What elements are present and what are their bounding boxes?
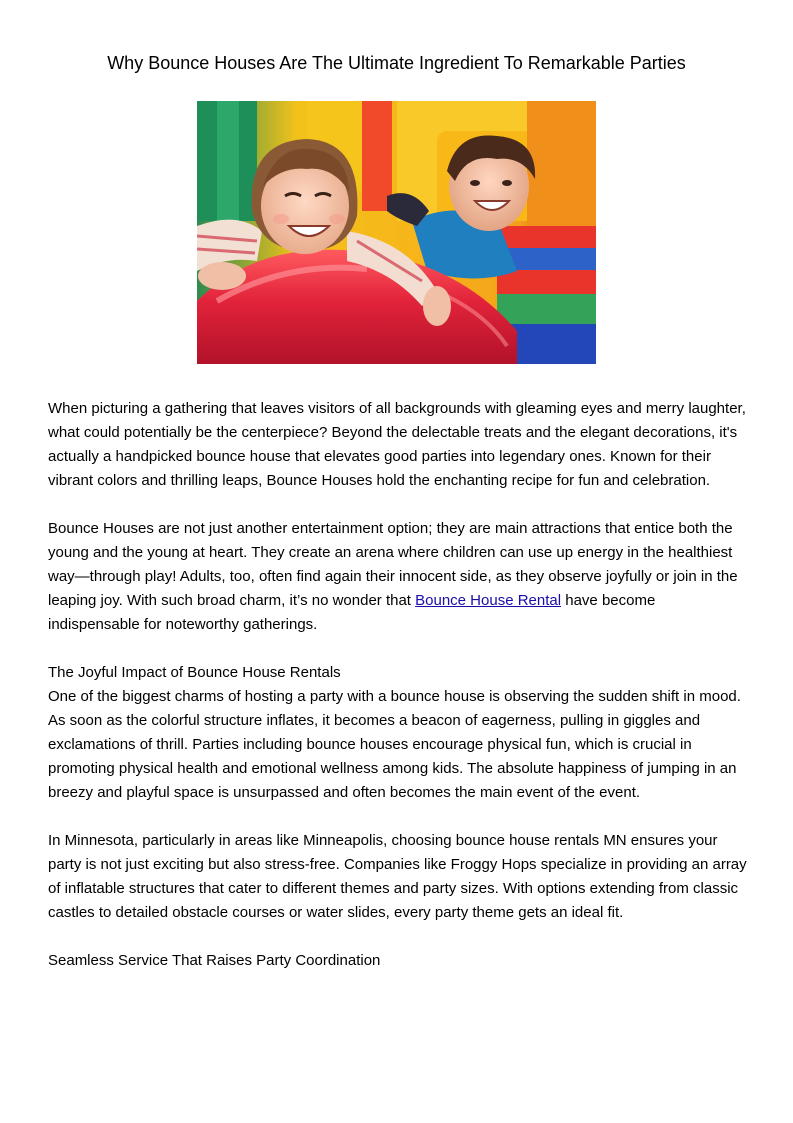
paragraph-attractions-text-before: Bounce Houses are not just another entertainment option; they are main attractions that entice both the young and the young at heart. They create an arena where children can use up energy in the healthiest way—through play! Adults, too, often find again their innocent side, as they observe joyfully or join in the leaping joy. With such broad charm, it’s no wonder that — [48, 520, 738, 609]
paragraph-intro: When picturing a gathering that leaves visitors of all backgrounds with gleaming eyes and merry laughter, what could potentially be the centerpiece? Beyond the delectable treats and the elegant decorations, it's actually a handpicked bounce house that elevates good parties into legendary ones. Known for their vibrant colors and thrilling leaps, Bounce Houses hold the enchanting recipe for fun and celebration. — [48, 400, 746, 489]
bounce-house-rental-link[interactable]: Bounce House Rental — [415, 592, 562, 609]
paragraph-attractions — [48, 517, 748, 637]
article-body — [48, 397, 748, 973]
paragraph-minnesota: In Minnesota, particularly in areas like Minneapolis, choosing bounce house rentals MN ensures your party is not just exciting but also stress-free. Companies like Froggy Hops specialize in providing an array of inflatable structures that cater to different themes and party sizes. With options extending from classic castles to detailed obstacle courses or water slides, every party theme gets an ideal fit. — [48, 832, 747, 921]
page-title: Why Bounce Houses Are The Ultimate Ingredient To Remarkable Parties — [107, 53, 686, 73]
paragraph-joyful-impact: One of the biggest charms of hosting a party with a bounce house is observing the sudden shift in mood. As soon as the colorful structure inflates, it becomes a beacon of eagerness, pulling in giggles and exclamations of thrill. Parties including bounce houses encourage physical fun, which is crucial in promoting physical health and emotional wellness among kids. The absolute happiness of jumping in an breezy and playful space is unsurpassed and often becomes the main event of the event. — [48, 688, 741, 801]
hero-image — [197, 101, 596, 364]
photo-children-bounce-house-icon — [197, 101, 596, 364]
section-heading-seamless-service: Seamless Service That Raises Party Coordination — [48, 952, 381, 969]
section-heading-joyful-impact: The Joyful Impact of Bounce House Rentals — [48, 664, 341, 681]
paragraph-attractions-text-after: have become indispensable for noteworthy gatherings. — [48, 592, 656, 633]
